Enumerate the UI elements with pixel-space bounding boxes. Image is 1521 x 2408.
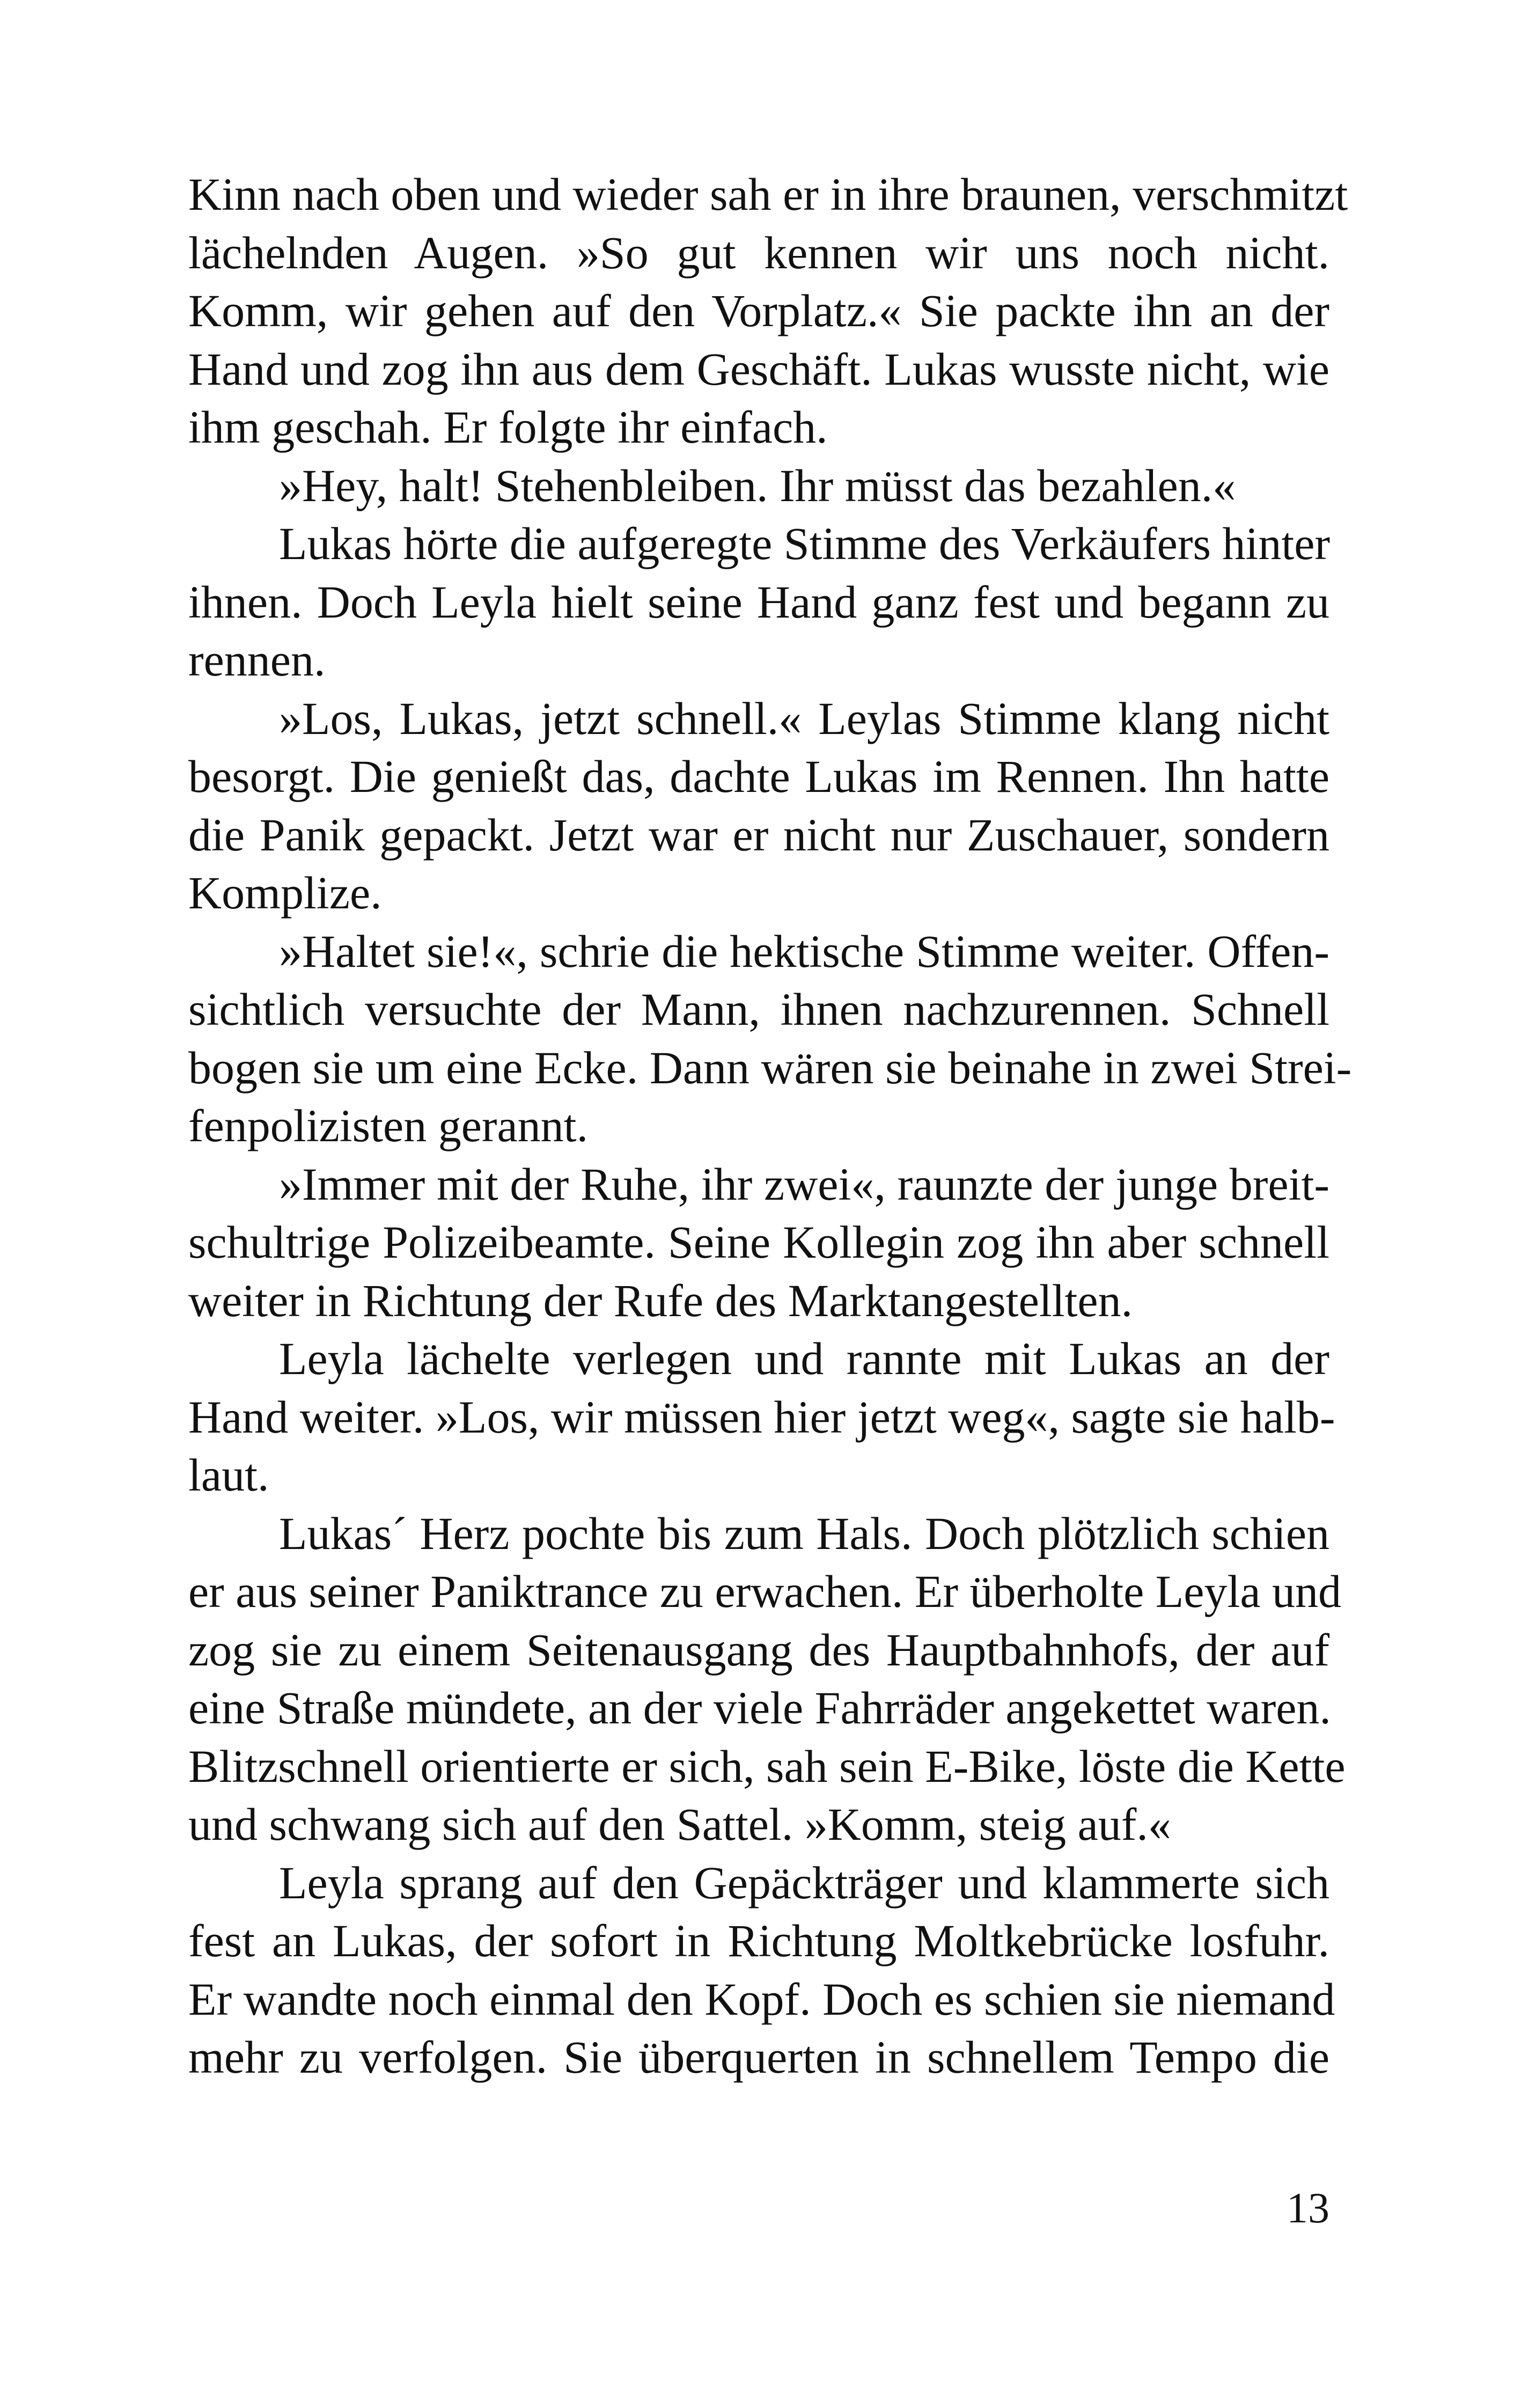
text-line: »Immer mit der Ruhe, ihr zwei«, raunzte der junge breit- — [279, 1158, 1329, 1210]
text-line: Lukas´ Herz pochte bis zum Hals. Doch plötzlich schien — [279, 1507, 1329, 1559]
text-line: sichtlich versuchte der Mann, ihnen nachzurennen. Schnell — [188, 983, 1329, 1035]
text-line: ihnen. Doch Leyla hielt seine Hand ganz fest und begann zu — [188, 576, 1329, 628]
text-line: »Hey, halt! Stehenbleiben. Ihr müsst das bezahlen.« — [279, 459, 1236, 511]
text-line: Kinn nach oben und wieder sah er in ihre braunen, verschmitzt — [188, 168, 1348, 220]
text-line: Er wandte noch einmal den Kopf. Doch es schien sie niemand — [188, 1973, 1335, 2025]
text-line: mehr zu verfolgen. Sie überquerten in schnellem Tempo die — [188, 2031, 1329, 2083]
body-text — [188, 165, 1352, 2087]
text-line: laut. — [188, 1449, 269, 1501]
text-line: Hand weiter. »Los, wir müssen hier jetzt weg«, sagte sie halb- — [188, 1391, 1335, 1443]
text-line: zog sie zu einem Seitenausgang des Hauptbahnhofs, der auf — [188, 1624, 1329, 1676]
page-number: 13 — [1287, 2185, 1329, 2232]
text-line: er aus seiner Paniktrance zu erwachen. Er überholte Leyla und — [188, 1566, 1342, 1617]
text-line: Komm, wir gehen auf den Vorplatz.« Sie packte ihn an der — [188, 285, 1329, 336]
text-line: rennen. — [188, 634, 326, 686]
text-line: weiter in Richtung der Rufe des Marktangestellten. — [188, 1274, 1133, 1326]
text-line: bogen sie um eine Ecke. Dann wären sie beinahe in zwei Strei- — [188, 1041, 1352, 1093]
text-line: Blitzschnell orientierte er sich, sah sein E-Bike, löste die Kette — [188, 1740, 1346, 1792]
text-line: Lukas hörte die aufgeregte Stimme des Verkäufers hinter — [279, 518, 1331, 569]
text-line: besorgt. Die genießt das, dachte Lukas im Rennen. Ihn hatte — [188, 751, 1329, 802]
text-line: Leyla sprang auf den Gepäckträger und klammerte sich — [279, 1856, 1329, 1908]
text-line: ihm geschah. Er folgte ihr einfach. — [188, 401, 828, 453]
text-line: schultrige Polizeibeamte. Seine Kollegin zog ihn aber schnell — [188, 1216, 1329, 1268]
text-line: Leyla lächelte verlegen und rannte mit Lukas an der — [279, 1333, 1329, 1384]
text-line: »Haltet sie!«, schrie die hektische Stimme weiter. Offen- — [279, 925, 1329, 977]
text-line: Hand und zog ihn aus dem Geschäft. Lukas wusste nicht, wie — [188, 343, 1329, 395]
text-line: »Los, Lukas, jetzt schnell.« Leylas Stimme klang nicht — [279, 692, 1329, 744]
text-line: und schwang sich auf den Sattel. »Komm, steig auf.« — [188, 1798, 1171, 1850]
text-line: eine Straße mündete, an der viele Fahrräder angekettet waren. — [188, 1682, 1331, 1734]
text-line: lächelnden Augen. »So gut kennen wir uns noch nicht. — [188, 226, 1329, 278]
text-line: Komplize. — [188, 867, 382, 919]
text-line: die Panik gepackt. Jetzt war er nicht nur Zuschauer, sondern — [188, 809, 1329, 861]
text-line: fest an Lukas, der sofort in Richtung Moltkebrücke losfuhr. — [188, 1915, 1329, 1966]
text-line: fenpolizisten gerannt. — [188, 1100, 589, 1151]
